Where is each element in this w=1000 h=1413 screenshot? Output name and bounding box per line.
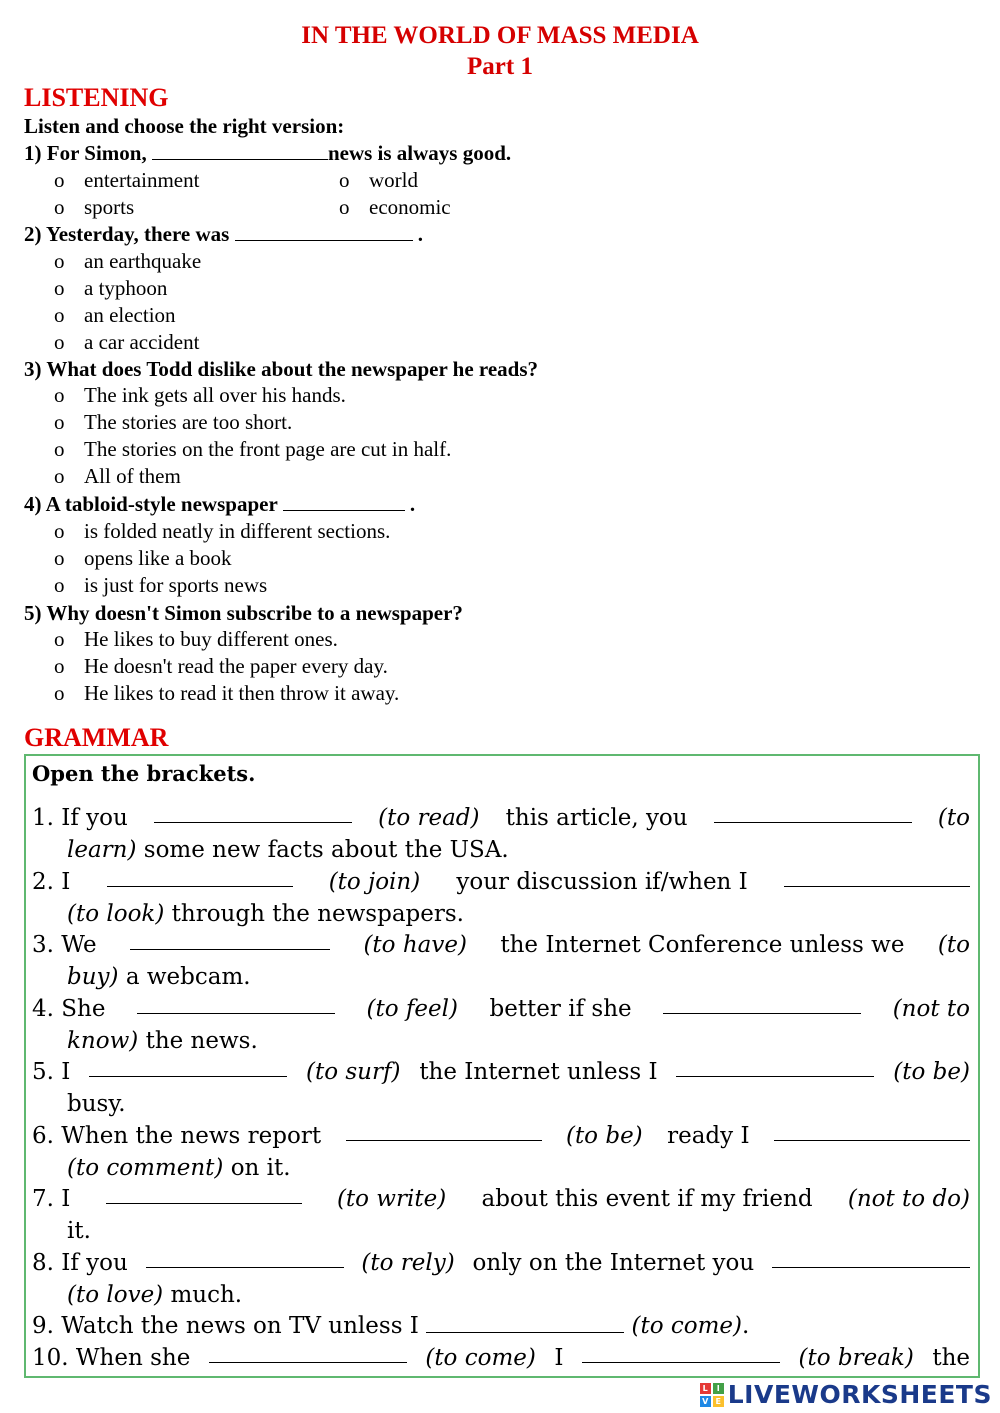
answer-blank[interactable] bbox=[152, 141, 328, 160]
grammar-item-7-cont: it. bbox=[67, 1218, 91, 1244]
option-radio[interactable]: o an earthquake bbox=[54, 249, 202, 273]
grammar-item-5-cont: busy. bbox=[67, 1091, 126, 1117]
grammar-box bbox=[24, 754, 980, 1378]
grammar-item-4: 4. She (to feel) better if she (not to bbox=[32, 993, 970, 1025]
grammar-item-3: 3. We (to have) the Internet Conference unless we (to bbox=[32, 929, 970, 961]
answer-blank[interactable] bbox=[106, 1183, 302, 1204]
answer-blank[interactable] bbox=[209, 1342, 407, 1363]
grammar-item-7: 7. I (to write) about this event if my friend (not to do) bbox=[32, 1183, 970, 1215]
answer-blank[interactable] bbox=[146, 1247, 344, 1268]
answer-blank[interactable] bbox=[663, 993, 861, 1014]
liveworksheets-logo bbox=[700, 1380, 992, 1409]
page-title: IN THE WORLD OF MASS MEDIA bbox=[301, 22, 699, 49]
option-radio[interactable]: o He likes to buy different ones. bbox=[54, 627, 338, 651]
answer-blank[interactable] bbox=[714, 802, 912, 823]
option-radio[interactable]: o is folded neatly in different sections. bbox=[54, 519, 391, 543]
grammar-item-2: 2. I (to join) your discussion if/when I bbox=[32, 866, 970, 898]
option-radio[interactable]: o world bbox=[339, 168, 418, 192]
grammar-heading: GRAMMAR bbox=[24, 723, 169, 752]
grammar-item-6: 6. When the news report (to be) ready I bbox=[32, 1120, 970, 1152]
question-4: 4) A tabloid-style newspaper . bbox=[24, 492, 416, 516]
grammar-item-8: 8. If you (to rely) only on the Internet you bbox=[32, 1247, 970, 1279]
answer-blank[interactable] bbox=[89, 1056, 287, 1077]
answer-blank[interactable] bbox=[774, 1120, 970, 1141]
option-radio[interactable]: o He likes to read it then throw it away. bbox=[54, 681, 400, 705]
option-radio[interactable]: o a car accident bbox=[54, 330, 200, 354]
page-subtitle: Part 1 bbox=[467, 53, 533, 80]
answer-blank[interactable] bbox=[107, 866, 293, 887]
grammar-item-6-cont: (to comment) on it. bbox=[67, 1155, 291, 1181]
option-radio[interactable]: o entertainment bbox=[54, 168, 200, 192]
answer-blank[interactable] bbox=[346, 1120, 542, 1141]
option-radio[interactable]: o economic bbox=[339, 195, 451, 219]
answer-blank[interactable] bbox=[582, 1342, 780, 1363]
answer-blank[interactable] bbox=[426, 1312, 624, 1333]
question-1: 1) For Simon, news is always good. bbox=[24, 141, 512, 165]
question-5: 5) Why doesn't Simon subscribe to a newspaper? bbox=[24, 601, 463, 625]
grammar-item-4-cont: know) the news. bbox=[67, 1028, 258, 1054]
answer-blank[interactable] bbox=[676, 1056, 874, 1077]
logo-mark-icon: L I V E bbox=[700, 1383, 724, 1407]
grammar-item-3-cont: buy) a webcam. bbox=[67, 964, 251, 990]
option-radio[interactable]: o The stories are too short. bbox=[54, 410, 293, 434]
answer-blank[interactable] bbox=[137, 993, 335, 1014]
listening-heading: LISTENING bbox=[24, 83, 169, 112]
answer-blank[interactable] bbox=[130, 929, 330, 950]
answer-blank[interactable] bbox=[772, 1247, 970, 1268]
grammar-item-9: 9. Watch the news on TV unless I (to come). bbox=[32, 1313, 750, 1339]
grammar-item-2-cont: (to look) through the newspapers. bbox=[67, 901, 464, 927]
grammar-item-1: 1. If you (to read) this article, you (to bbox=[32, 802, 970, 834]
grammar-instruction: Open the brackets. bbox=[32, 761, 256, 786]
option-radio[interactable]: o The stories on the front page are cut in half. bbox=[54, 437, 452, 461]
option-radio[interactable]: o sports bbox=[54, 195, 135, 219]
option-radio[interactable]: o a typhoon bbox=[54, 276, 168, 300]
answer-blank[interactable] bbox=[235, 222, 413, 241]
question-2: 2) Yesterday, there was . bbox=[24, 222, 424, 246]
grammar-item-10: 10. When she (to come) I (to break) the bbox=[32, 1342, 970, 1374]
grammar-item-1-cont: learn) some new facts about the USA. bbox=[67, 837, 509, 863]
option-radio[interactable]: o He doesn't read the paper every day. bbox=[54, 654, 388, 678]
question-3: 3) What does Todd dislike about the newspaper he reads? bbox=[24, 357, 539, 381]
answer-blank[interactable] bbox=[784, 866, 970, 887]
option-radio[interactable]: o an election bbox=[54, 303, 176, 327]
answer-blank[interactable] bbox=[283, 492, 405, 511]
option-radio[interactable]: o The ink gets all over his hands. bbox=[54, 383, 346, 407]
logo-text: LIVEWORKSHEETS bbox=[727, 1380, 992, 1409]
option-radio[interactable]: o is just for sports news bbox=[54, 573, 268, 597]
option-radio[interactable]: o opens like a book bbox=[54, 546, 232, 570]
answer-blank[interactable] bbox=[154, 802, 352, 823]
option-radio[interactable]: o All of them bbox=[54, 464, 181, 488]
grammar-item-8-cont: (to love) much. bbox=[67, 1282, 243, 1308]
grammar-item-5: 5. I (to surf) the Internet unless I (to be) bbox=[32, 1056, 970, 1088]
listening-instruction: Listen and choose the right version: bbox=[24, 114, 345, 138]
